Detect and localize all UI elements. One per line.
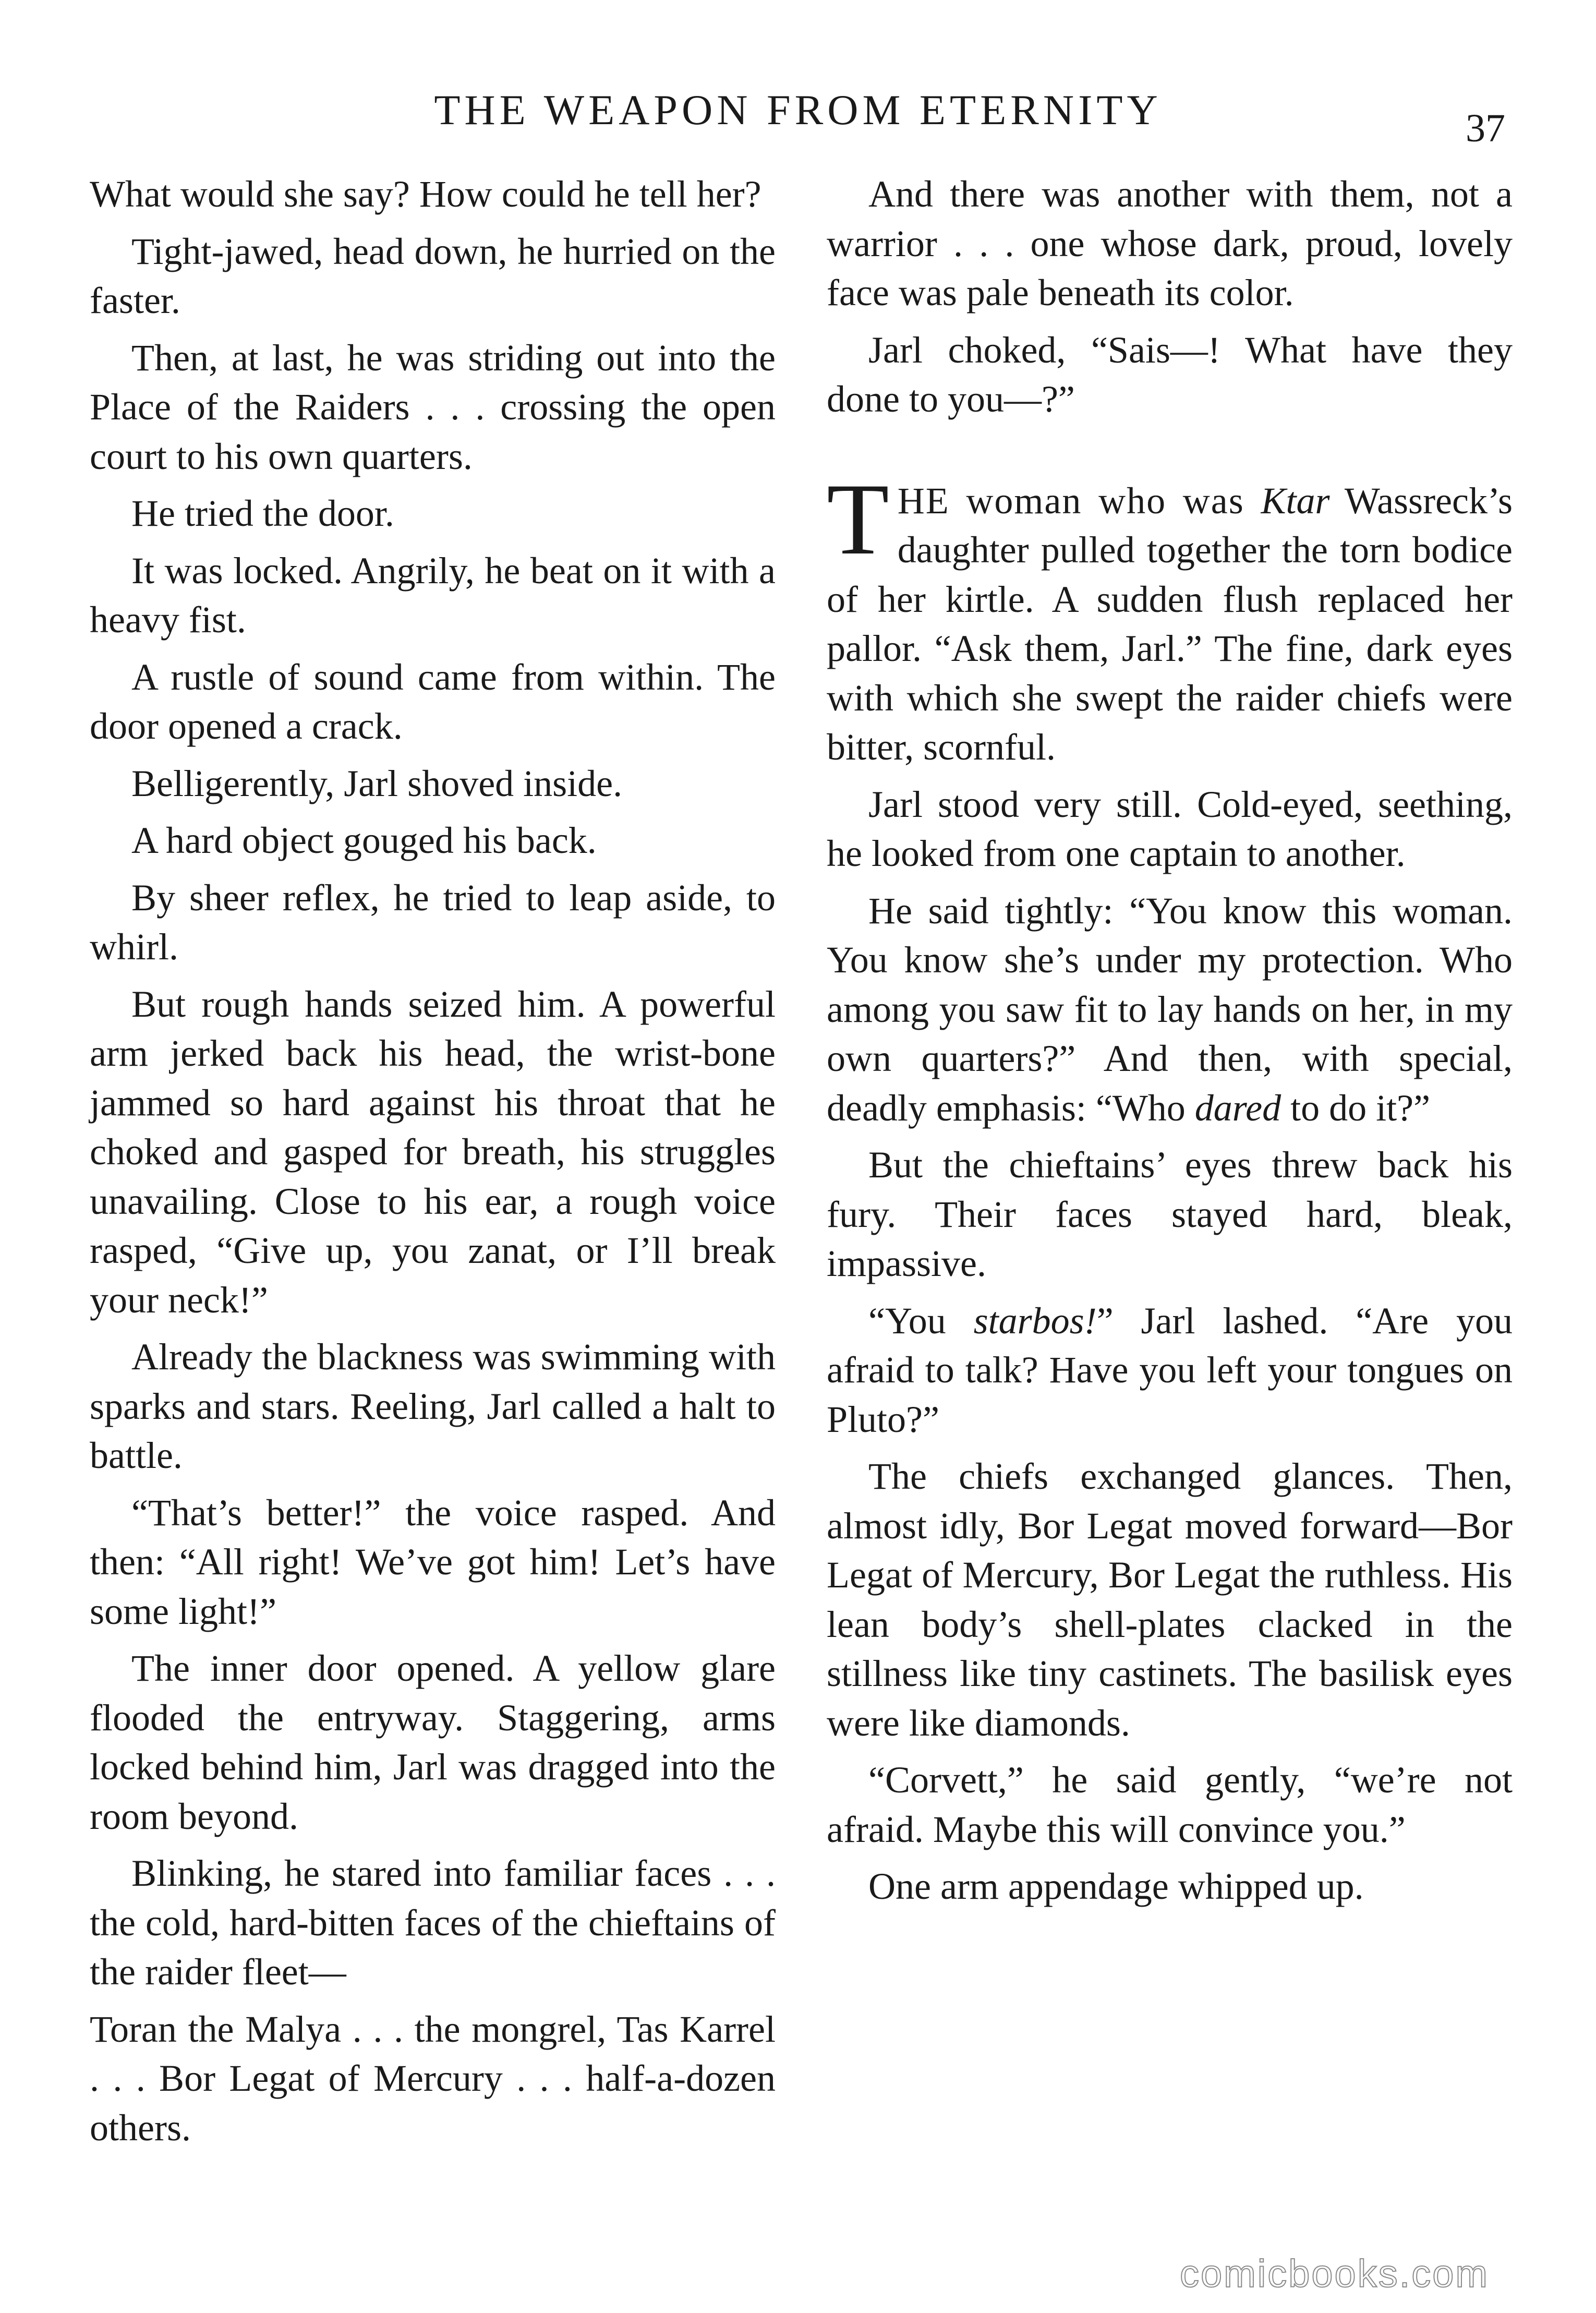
paragraph-text: Wassreck’s daughter pulled together the torn bodice of her kirtle. A sudden flush replaced her pallor. “Ask them, Jarl.” The fine, dark eyes with which she swept the raider chiefs were bitter, scornful. <box>827 479 1513 768</box>
paragraph: One arm appendage whipped up. <box>868 1865 1364 1907</box>
paragraph: Toran the Malya . . . the mongrel, Tas Karrel . . . Bor Legat of Mercury . . . half-a-dozen others. <box>90 2008 776 2149</box>
paragraph <box>827 886 1513 1133</box>
paragraph: He tried the door. <box>131 492 394 534</box>
paragraph: It was locked. Angrily, he beat on it with a heavy fist. <box>90 549 776 641</box>
paragraph-text: HE woman who was <box>897 479 1261 522</box>
paragraph: By sheer reflex, he tried to leap aside, to whirl. <box>90 876 776 968</box>
paragraph: But rough hands seized him. A powerful arm jerked back his head, the wrist-bone jammed so hard against his throat that he choked and gasped for breath, his struggles unavailing. Close to his ear, a rough voice rasped, “Give up, you zanat, or I’ll break your neck!” <box>90 983 776 1321</box>
section-opening-paragraph <box>827 462 1513 772</box>
running-title: THE WEAPON FROM ETERNITY <box>434 86 1162 134</box>
italic-text: starbos! <box>973 1299 1097 1342</box>
italic-text: dared <box>1194 1087 1281 1129</box>
paragraph: “Corvett,” he said gently, “we’re not afraid. Maybe this will convince you.” <box>827 1759 1513 1850</box>
left-column <box>90 170 776 2160</box>
watermark: comicbooks.com <box>1180 2252 1490 2295</box>
paragraph: Then, at last, he was striding out into the Place of the Raiders . . . crossing the open court to his own quarters. <box>90 336 776 477</box>
paragraph: Blinking, he stared into familiar faces . . . the cold, hard-bitten faces of the chieftains of the raider fleet— <box>90 1852 776 1993</box>
right-column <box>827 170 1513 1919</box>
paragraph: A rustle of sound came from within. The door opened a crack. <box>90 656 776 747</box>
italic-text: Ktar <box>1261 479 1330 522</box>
paragraph: “That’s better!” the voice rasped. And then: “All right! We’ve got him! Let’s have some light!” <box>90 1491 776 1632</box>
paragraph: What would she say? How could he tell her? <box>90 173 761 215</box>
paragraph: Jarl choked, “Sais—! What have they done to you—?” <box>827 329 1513 420</box>
paragraph: The chiefs exchanged glances. Then, almost idly, Bor Legat moved forward—Bor Legat of Mercury, Bor Legat the ruthless. His lean body’s shell-plates clacked in the stillness like tiny castinets. The basilisk eyes were like diamonds. <box>827 1455 1513 1744</box>
paragraph: Jarl stood very still. Cold-eyed, seething, he looked from one captain to another. <box>827 783 1513 874</box>
paragraph: But the chieftains’ eyes threw back his fury. Their faces stayed hard, bleak, impassive. <box>827 1144 1513 1284</box>
paragraph: Already the blackness was swimming with sparks and stars. Reeling, Jarl called a halt to battle. <box>90 1336 776 1476</box>
paragraph: A hard object gouged his back. <box>131 820 597 861</box>
paragraph-text: “You <box>868 1299 974 1342</box>
paragraph: Belligerently, Jarl shoved inside. <box>131 762 623 804</box>
paragraph-text: ” Jarl lashed. “Are you afraid to talk? Have you left your tongues on Pluto?” <box>827 1299 1513 1440</box>
page-number: 37 <box>1466 106 1505 150</box>
paragraph <box>827 1296 1513 1444</box>
paragraph: Tight-jawed, head down, he hurried on the faster. <box>90 230 776 321</box>
paragraph-text: to do it?” <box>1281 1087 1431 1129</box>
drop-cap: T <box>827 462 889 576</box>
paragraph: And there was another with them, not a warrior . . . one whose dark, proud, lovely face was pale beneath its color. <box>827 173 1513 314</box>
paragraph-text: He said tightly: “You know this woman. You know she’s under my protection. Who among you saw fit to lay hands on her, in my own quarters?” And then, with special, deadly emphasis: “Who <box>827 889 1513 1129</box>
paragraph: The inner door opened. A yellow glare flooded the entryway. Staggering, arms locked behind him, Jarl was dragged into the room beyond. <box>90 1647 776 1837</box>
